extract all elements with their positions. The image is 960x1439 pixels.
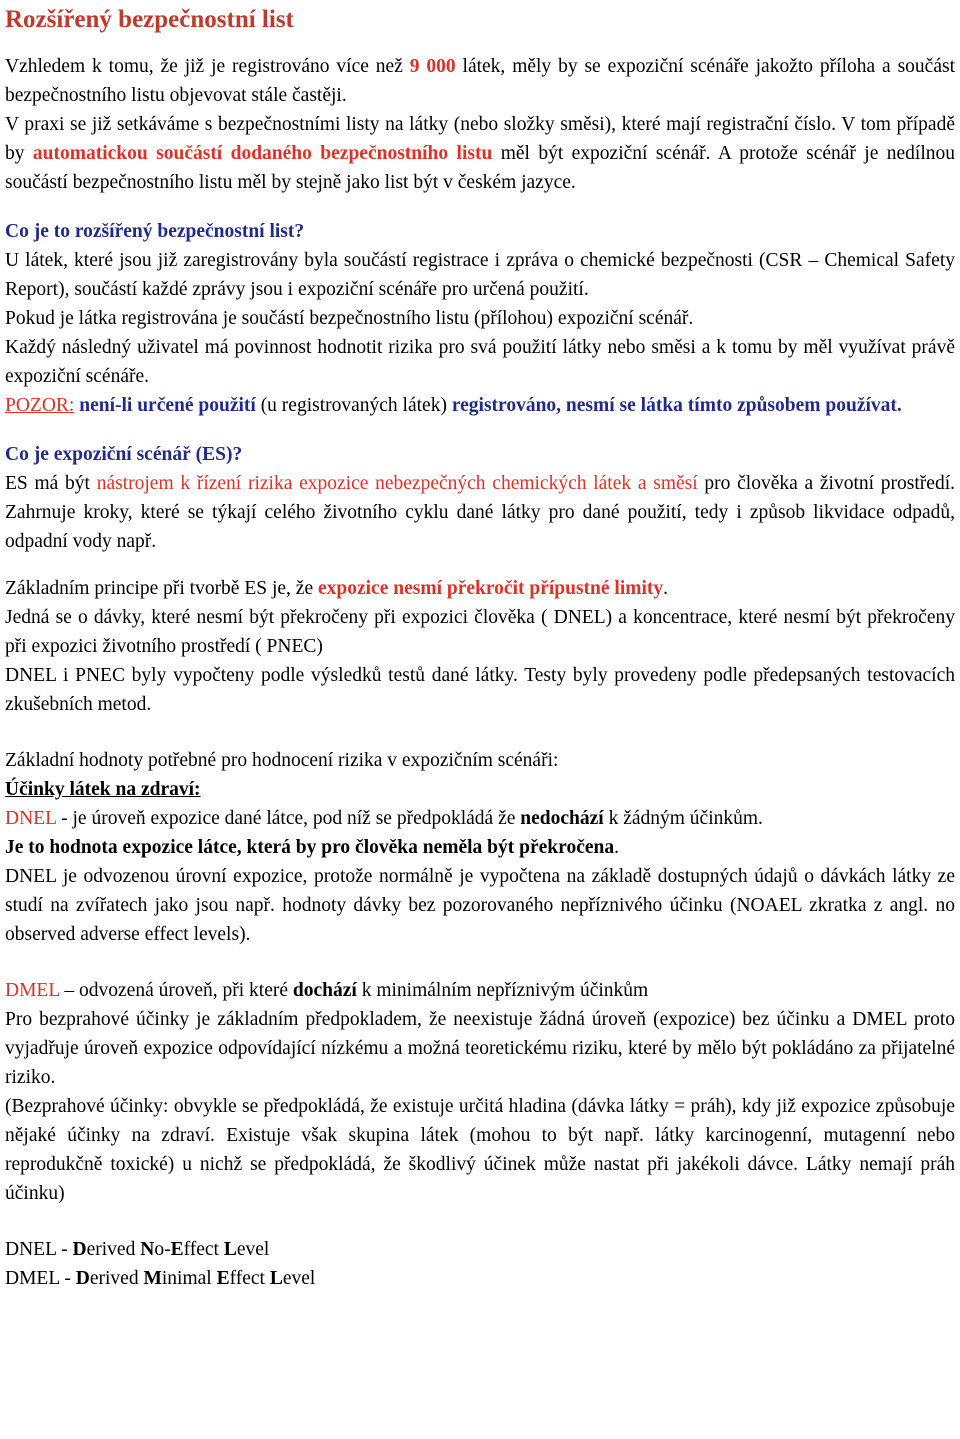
dmel-label: DMEL [5, 980, 60, 1001]
highlight-text: nástrojem k řízení rizika expozice nebezpečných chemických látek a směsí [96, 473, 698, 494]
abbreviation-rest: ffect [183, 1239, 224, 1260]
dnel-label: DNEL [5, 808, 57, 829]
warning-paragraph [5, 391, 955, 420]
section2-paragraph-1 [5, 469, 955, 556]
section3-subheading: Účinky látek na zdraví: [5, 779, 201, 800]
text: (u registrovaných látek) [255, 395, 452, 416]
intro-paragraph-1 [5, 52, 955, 110]
abbreviation-initial: D [72, 1239, 87, 1260]
text: . [663, 578, 669, 599]
abbreviation-initial: E [216, 1268, 230, 1289]
warning-text: registrováno, nesmí se látka tímto způsobem používat. [451, 395, 902, 416]
abbreviation-rest: inimal [161, 1268, 217, 1289]
highlight-text: expozice nesmí překročit přípustné limity [317, 578, 664, 599]
text: látek, měly by se expoziční scénáře jakožto příloha a součást bezpečnostního listu objevovat stále častěji. [5, 56, 955, 106]
page-title: Rozšířený bezpečnostní list [5, 6, 294, 33]
text: - je úroveň expozice dané látce, pod níž se předpokládá že [56, 808, 521, 829]
abbreviation-item [5, 1264, 955, 1293]
section1-paragraph-2: Pokud je látka registrována je součástí bezpečnostního listu (přílohou) expoziční scénář. [5, 308, 694, 329]
section-heading-extended-sds: Co je to rozšířený bezpečnostní list? [5, 221, 305, 242]
abbreviation-list [5, 1235, 955, 1293]
section1-paragraph-3: Každý následný uživatel má povinnost hodnotit rizika pro svá použití látky nebo směsi a k tomu by měl využívat právě expoziční scénáře. [5, 337, 955, 387]
dnel-definition [5, 804, 955, 833]
emphasis-text: nedochází [520, 808, 604, 829]
section-heading-exposure-scenario: Co je expoziční scénář (ES)? [5, 444, 243, 465]
abbreviation-rest: evel [282, 1268, 316, 1289]
abbreviation: DNEL - [5, 1239, 73, 1260]
abbreviation-initial: D [75, 1268, 90, 1289]
abbreviation-rest: ffect [229, 1268, 270, 1289]
text: – odvozená úroveň, při které [59, 980, 293, 1001]
abbreviation-rest: evel [236, 1239, 270, 1260]
highlight-text: automatickou součástí dodaného bezpečnostního listu [32, 143, 493, 164]
text: Vzhledem k tomu, že již je registrováno více než [5, 56, 410, 77]
abbreviation-initial: N [140, 1239, 155, 1260]
abbreviation-rest: erived [89, 1268, 144, 1289]
abbreviation-rest: o- [154, 1239, 171, 1260]
abbreviation-initial: M [143, 1268, 162, 1289]
dnel-statement [5, 833, 955, 862]
text: pro člověka a životní prostředí. Zahrnuje kroky, které se týkají celého životního cyklu dané látky pro dané použití, tedy i způsob likvidace odpadů, odpadní vody např. [5, 473, 955, 552]
section3-intro: Základní hodnoty potřebné pro hodnocení rizika v expozičním scénáři: [5, 750, 559, 771]
text: . A protože scénář je nedílnou součástí bezpečnostního listu měl by stejně jako list být v českém jazyce. [5, 143, 956, 193]
text: Základním principe při tvorbě ES je, že [5, 578, 318, 599]
abbreviation-initial: L [223, 1239, 237, 1260]
highlight-number: 9 000 [409, 56, 456, 77]
section2-paragraph-3: Jedná se o dávky, které nesmí být překročeny při expozici člověka ( DNEL) a koncentrace, které nesmí být překročeny při expozici životního prostředí ( PNEC) [5, 607, 955, 657]
section1-paragraph-1: U látek, které jsou již zaregistrovány byla součástí registrace i zpráva o chemické bezpečnosti (CSR – Chemical Safety Report), součástí každé zprávy jsou i expoziční scénáře pro určená použití. [5, 250, 955, 300]
emphasis-text: dochází [292, 980, 357, 1001]
text: k minimálním nepříznivým účinkům [356, 980, 649, 1001]
text: . [614, 837, 619, 858]
text: k žádným účinkům. [603, 808, 763, 829]
dmel-definition [5, 976, 955, 1005]
text: V praxi se již setkáváme s bezpečnostními listy na látky (nebo složky směsi), které mají registrační číslo. V tom případě by [5, 114, 955, 164]
section2-paragraph-4: DNEL i PNEC byly vypočteny podle výsledků testů dané látky. Testy byly provedeny podle předepsaných testovacích zkušebních metod. [5, 665, 955, 715]
text: měl být expoziční scénář [492, 143, 706, 164]
dmel-paragraph-1: Pro bezprahové účinky je základním předpokladem, že neexistuje žádná úroveň (expozice) bez účinku a DMEL proto vyjadřuje úroveň expozice odpovídající nízkému a možná teoretickému riziku, které by mělo být pokládáno za přijatelné riziko. [5, 1009, 955, 1088]
emphasis-text: Je to hodnota expozice látce, která by pro člověka neměla být překročena [5, 837, 615, 858]
dmel-paragraph-2: (Bezprahové účinky: obvykle se předpokládá, že existuje určitá hladina (dávka látky = práh), kdy již expozice způsobuje nějaké účinky na zdraví. Existuje však skupina látek (mohou to být např. látky karcinogenní, mutagenní nebo reprodukčně toxické) u nichž se předpokládá, že škodlivý účinek může nastat při jakékoli dávce. Látky nemají práh účinku) [5, 1096, 955, 1204]
abbreviation-rest: erived [86, 1239, 141, 1260]
abbreviation: DMEL - [5, 1268, 76, 1289]
abbreviation-item [5, 1235, 955, 1264]
text: ES má být [5, 473, 97, 494]
intro-paragraph-2 [5, 110, 955, 197]
warning-label: POZOR: [5, 395, 75, 416]
dnel-paragraph: DNEL je odvozenou úrovní expozice, protože normálně je vypočtena na základě dostupných údajů o dávkách látky ze studí na zvířatech jako jsou např. hodnoty dávky bez pozorovaného nepříznivého účinku (NOAEL zkratka z angl. no observed adverse effect levels). [5, 866, 955, 945]
abbreviation-initial: E [170, 1239, 184, 1260]
section2-paragraph-2 [5, 574, 955, 603]
abbreviation-initial: L [269, 1268, 283, 1289]
warning-text: není-li určené použití [74, 395, 256, 416]
